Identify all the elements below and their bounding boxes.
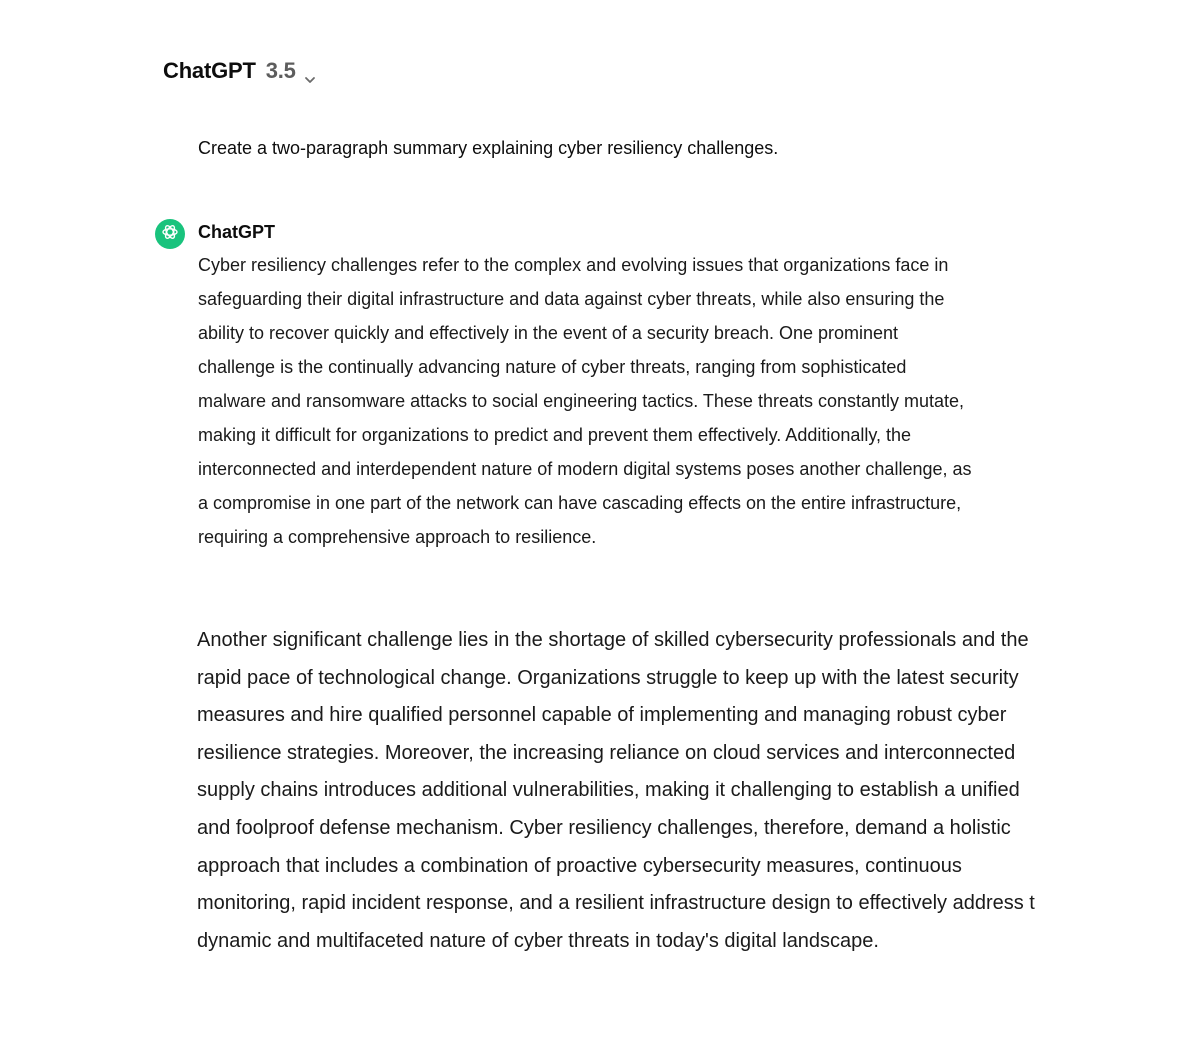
paragraph-line: interconnected and interdependent nature of modern digital systems poses another challenge, as	[198, 459, 972, 479]
paragraph-line: a compromise in one part of the network can have cascading effects on the entire infrastructure,	[198, 493, 962, 513]
paragraph-line: challenge is the continually advancing nature of cyber threats, ranging from sophisticated	[198, 357, 907, 377]
paragraph-line: ability to recover quickly and effectively in the event of a security breach. One prominent	[198, 323, 899, 343]
paragraph-line: making it difficult for organizations to predict and prevent them effectively. Additionally, the	[198, 425, 912, 445]
paragraph-line: monitoring, rapid incident response, and a resilient infrastructure design to effectively address t	[197, 892, 1035, 915]
paragraph-line: and foolproof defense mechanism. Cyber resiliency challenges, therefore, demand a holistic	[197, 816, 1011, 839]
assistant-name: ChatGPT	[198, 222, 276, 242]
assistant-paragraph-1	[198, 248, 1048, 554]
paragraph-line: requiring a comprehensive approach to resilience.	[198, 527, 597, 547]
paragraph-line: safeguarding their digital infrastructure and data against cyber threats, while also ensuring the	[198, 289, 945, 309]
paragraph-line: approach that includes a combination of proactive cybersecurity measures, continuous	[197, 854, 962, 877]
paragraph-line: measures and hire qualified personnel capable of implementing and managing robust cyber	[197, 704, 1007, 727]
chevron-down-icon	[304, 66, 316, 78]
paragraph-line: malware and ransomware attacks to social engineering tactics. These threats constantly mutate,	[198, 391, 965, 411]
model-selector[interactable]	[163, 58, 316, 84]
assistant-avatar	[155, 219, 185, 249]
paragraph-line: rapid pace of technological change. Organizations struggle to keep up with the latest security	[197, 666, 1019, 689]
openai-logo-icon	[160, 222, 180, 247]
model-name: ChatGPT	[163, 58, 256, 83]
assistant-paragraph-2	[197, 622, 1067, 960]
paragraph-line: resilience strategies. Moreover, the increasing reliance on cloud services and interconnected	[197, 741, 1016, 764]
paragraph-line: supply chains introduces additional vulnerabilities, making it challenging to establish a unified	[197, 779, 1020, 802]
paragraph-line: dynamic and multifaceted nature of cyber threats in today's digital landscape.	[197, 929, 879, 952]
paragraph-line: Cyber resiliency challenges refer to the complex and evolving issues that organizations face in	[198, 255, 949, 275]
user-message: Create a two-paragraph summary explaining cyber resiliency challenges.	[198, 138, 779, 158]
model-version: 3.5	[265, 58, 296, 83]
paragraph-line: Another significant challenge lies in the shortage of skilled cybersecurity professionals and the	[197, 629, 1029, 651]
